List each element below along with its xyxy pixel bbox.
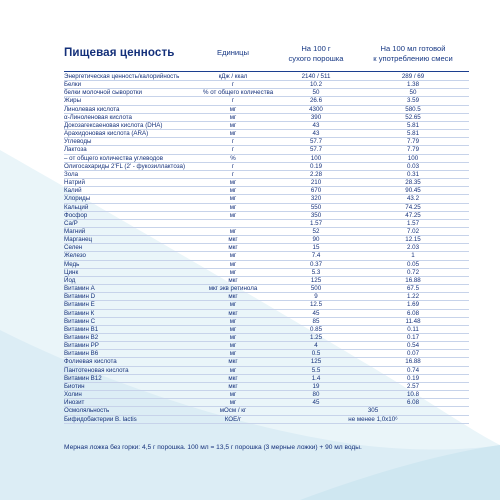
table-row [64,195,469,203]
per-100g-value: 1.4 [311,374,321,382]
per-100ml-value: 1.22 [406,293,420,301]
per-100ml-value: 6.08 [406,309,420,317]
per-100g-value: 2.28 [309,170,323,178]
table-row [64,391,469,399]
nutrient-name: – от общего количества углеводов [64,154,163,162]
nutrient-unit: % от общего количества [203,89,274,97]
per-100g-value: 90 [312,236,320,244]
table-row [64,261,469,269]
nutrient-unit: мг [229,187,237,195]
per-100ml-value: 0.31 [406,170,420,178]
table-row [64,375,469,383]
per-100g-value: 50 [312,89,320,97]
per-100g-value: 4 [314,342,318,350]
nutrient-unit: мг [229,342,237,350]
table-row [64,350,469,358]
per-100ml-value: 28.35 [405,179,421,187]
nutrient-name: Олигосахариды 2'FL (2' - фукозиллактоза) [64,162,186,170]
table-header [0,44,500,70]
table-row [64,220,469,228]
nutrient-unit: мг [229,130,237,138]
nutrient-unit: мкг [228,358,238,366]
nutrient-unit: мг [229,113,237,121]
per-100ml-value: 50 [409,89,417,97]
nutrient-name: Медь [64,260,80,268]
per-100g-value: 0.19 [309,162,323,170]
nutrient-unit: мг [229,366,237,374]
per-100g-value: 57.7 [309,138,323,146]
nutrient-unit: г [231,138,235,146]
per-100g-value: 15 [312,244,320,252]
dry-header-line2: сухого порошка [288,54,344,63]
per-100g-value: 45 [312,399,320,407]
nutrient-unit: мкг [228,236,238,244]
nutrient-name: Холин [64,391,82,399]
nutrient-name: Витамин А [64,285,95,293]
per-100ml-value: 580.5 [405,105,421,113]
per-100g-value: 350 [310,211,322,219]
per-100ml-value: 0.07 [406,350,420,358]
table-row [64,163,469,171]
per-100g-value: 4300 [309,105,323,113]
nutrient-name: Витамин В1 [64,325,99,333]
dry-header-line1: На 100 г [301,44,331,53]
table-row [64,277,469,285]
nutrient-unit: КОЕ/г [224,415,242,423]
per-100ml-value: 47.25 [405,211,421,219]
nutrient-unit: мкг [228,382,238,390]
per-100g-value: 670 [310,187,322,195]
table-row [64,407,469,415]
nutrient-unit: кДж / ккал [218,73,248,80]
table-row [64,358,469,366]
header-divider [64,71,469,72]
per-100g-value: 7.4 [311,252,321,260]
table-row [64,367,469,375]
nutrient-unit: мг [229,350,237,358]
nutrient-unit: мг [229,391,237,399]
per-100g-value: 5.3 [311,268,321,276]
nutrient-unit: мг [229,252,237,260]
per-100ml-value: 0.11 [407,325,419,333]
per-100g-value: 10.2 [309,81,323,89]
per-100ml-value: 16.88 [405,276,421,284]
combined-value: не менее 1,0х10⁶ [348,415,398,423]
per-100ml-value: 67.5 [406,285,420,293]
nutrient-name: Витамин С [64,317,96,325]
nutrient-unit: г [231,146,235,154]
per-100g-value: 125 [310,358,322,366]
nutrient-name: Марганец [64,236,93,244]
table-row [64,97,469,105]
table-row [64,155,469,163]
table-row [64,326,469,334]
per-100ml-value: 0.72 [406,268,420,276]
per-100g-value: 43 [312,130,320,138]
nutrient-name: Витамин В2 [64,334,99,341]
table-row [64,334,469,342]
nutrient-name: Йод [64,276,76,284]
nutrient-unit: мкг [228,276,238,284]
nutrient-name: Лактоза [64,146,87,154]
nutrient-name: Бифидобактерии B. lactis [64,415,137,423]
per-100ml-value: 7.02 [406,227,420,235]
per-100ml-value: 289 / 69 [401,73,425,80]
table-row [64,244,469,252]
nutrient-name: Магний [64,227,86,235]
nutrient-unit: мкг [228,374,238,382]
table-row [64,146,469,154]
nutrient-unit: мг [229,399,237,407]
per-100g-value: 52 [312,227,320,235]
table-row [64,114,469,122]
per-100g-value: 100 [310,154,322,162]
per-100ml-value: 74.25 [405,203,421,211]
nutrient-name: Натрий [64,179,85,187]
nutrient-name: Кальций [64,203,89,211]
nutrient-name: α-Линоленовая кислота [64,113,132,121]
ready-column-header [363,44,463,64]
per-100g-value: 320 [310,195,322,203]
per-100ml-value: 0.74 [406,366,420,374]
table-row [64,130,469,138]
table-row [64,187,469,195]
ready-header-line2: к употреблению смеси [373,54,453,63]
nutrient-name: Фосфор [64,211,88,219]
nutrient-name: Калий [64,187,82,195]
per-100ml-value: 2.57 [406,382,420,390]
per-100ml-value: 0.54 [406,342,420,350]
per-100ml-value: 1.57 [406,219,420,227]
per-100g-value: 210 [310,179,322,187]
table-row [64,318,469,326]
nutrient-name: Хлориды [64,195,91,203]
per-100ml-value: 12.15 [405,236,421,244]
nutrient-unit: мг [229,105,237,113]
footnote: Мерная ложка без горки: 4,5 г порошка. 100 мл = 13,5 г порошка (3 мерные ложки) + 90 мл воды. [64,444,362,451]
per-100ml-value: 0.05 [406,260,420,268]
table-row [64,342,469,350]
per-100g-value: 43 [312,121,320,129]
table-row [64,81,469,89]
nutrition-table [64,73,469,424]
nutrient-unit: мкг [228,293,238,301]
table-row [64,106,469,114]
nutrient-unit: мг [229,121,237,129]
per-100ml-value: 5.81 [406,130,420,138]
table-row [64,171,469,179]
per-100g-value: 1.57 [309,219,323,227]
per-100ml-value: 2.03 [406,244,420,252]
nutrient-unit: % [230,154,236,162]
table-row [64,122,469,130]
per-100g-value: 550 [310,203,322,211]
nutrient-name: Белки [64,81,82,89]
nutrient-unit: мг [229,179,237,187]
table-row [64,252,469,260]
per-100ml-value: 6.08 [406,399,420,407]
per-100ml-value: 0.19 [406,374,420,382]
per-100ml-value: 10.8 [406,391,420,399]
per-100g-value: 9 [314,293,318,301]
nutrient-name: Энергетическая ценность/калорийность [64,73,180,80]
nutrient-name: Углеводы [64,138,92,146]
per-100g-value: 45 [312,309,320,317]
nutrient-unit: мкг [228,244,238,252]
page-title: Пищевая ценность [64,46,175,59]
nutrient-name: Селен [64,244,83,252]
table-row [64,138,469,146]
nutrient-unit: мг [229,301,237,309]
nutrient-name: Зола [64,170,79,178]
nutrient-unit: мОсм / кг [219,407,247,415]
per-100g-value: 19 [312,382,320,390]
nutrient-name: Биотин [64,382,85,390]
nutrient-name: Железо [64,252,86,260]
per-100g-value: 0.5 [311,350,321,358]
nutrient-name: Цинк [64,268,79,276]
nutrient-unit: мг [229,325,237,333]
combined-value: 305 [367,407,379,415]
table-row [64,212,469,220]
nutrient-unit: мг [229,195,237,203]
per-100g-value: 125 [310,276,322,284]
nutrient-unit: мг [229,334,237,341]
nutrient-unit: г [231,170,235,178]
table-row [64,236,469,244]
per-100g-value: 85 [312,317,320,325]
nutrient-unit: мг [229,317,237,325]
per-100ml-value: 7.79 [406,146,420,154]
nutrient-name: Витамин В6 [64,350,99,358]
per-100g-value: 390 [310,113,322,121]
nutrient-name: Витамин Е [64,301,95,309]
per-100g-value: 2140 / 511 [301,73,331,80]
nutrient-unit: мкг экв ретинола [208,285,258,293]
per-100ml-value: 5.81 [406,121,420,129]
table-row [64,416,469,424]
per-100ml-value: 3.59 [406,97,420,105]
nutrient-name: Инозит [64,399,85,407]
nutrient-name: Арахидоновая кислота (ARA) [64,130,149,138]
nutrient-name: Пантотеновая кислота [64,366,129,374]
per-100g-value: 5.5 [311,366,321,374]
units-column-header: Единицы [217,48,249,57]
table-row [64,179,469,187]
nutrient-unit: мг [229,211,237,219]
per-100g-value: 1.25 [309,334,323,341]
nutrient-name: Витамин В12 [64,374,102,382]
per-100g-value: 500 [310,285,322,293]
per-100ml-value: 100 [407,154,419,162]
nutrient-unit: г [231,162,235,170]
per-100ml-value: 52.65 [405,113,421,121]
nutrient-unit: мкг [228,309,238,317]
per-100ml-value: 43.2 [406,195,420,203]
table-row [64,310,469,318]
nutrient-unit: мг [229,268,237,276]
per-100g-value: 0.85 [309,325,323,333]
per-100ml-value: 0.03 [406,162,420,170]
per-100g-value: 0.37 [309,260,323,268]
table-row [64,301,469,309]
per-100ml-value: 90.45 [405,187,421,195]
nutrient-name: Ca/P [64,219,78,227]
nutrient-name: Докозагексаеновая кислота (DHA) [64,121,163,129]
table-row [64,269,469,277]
per-100ml-value: 1.38 [406,81,420,89]
nutrient-name: Витамин РР [64,342,99,350]
per-100g-value: 80 [312,391,320,399]
per-100g-value: 26.6 [309,97,323,105]
per-100g-value: 57.7 [309,146,323,154]
nutrient-name: Осмоляльность [64,407,110,415]
table-row [64,89,469,97]
per-100ml-value: 16.88 [405,358,421,366]
table-row [64,285,469,293]
nutrient-name: Линолевая кислота [64,105,120,113]
per-100ml-value: 1 [411,252,415,260]
table-row [64,383,469,391]
nutrient-unit: мг [229,203,237,211]
per-100ml-value: 7.79 [406,138,420,146]
nutrient-name: Витамин К [64,309,95,317]
nutrient-unit: г [231,97,235,105]
nutrient-name: белки молочной сыворотки [64,89,142,97]
per-100g-value: 12.5 [309,301,323,309]
table-row [64,228,469,236]
nutrient-name: Фолиевая кислота [64,358,117,366]
nutrient-unit: мг [229,227,237,235]
table-row [64,399,469,407]
nutrient-name: Жиры [64,97,82,105]
nutrient-name: Витамин D [64,293,96,301]
per-100ml-value: 1.69 [406,301,420,309]
nutrient-unit: мг [229,260,237,268]
table-row [64,204,469,212]
table-row [64,293,469,301]
table-row [64,73,469,81]
per-100ml-value: 11.48 [405,317,421,325]
dry-column-header [284,44,348,64]
ready-header-line1: На 100 мл готовой [380,44,446,53]
per-100ml-value: 0.17 [406,334,420,341]
nutrient-unit: г [231,81,235,89]
